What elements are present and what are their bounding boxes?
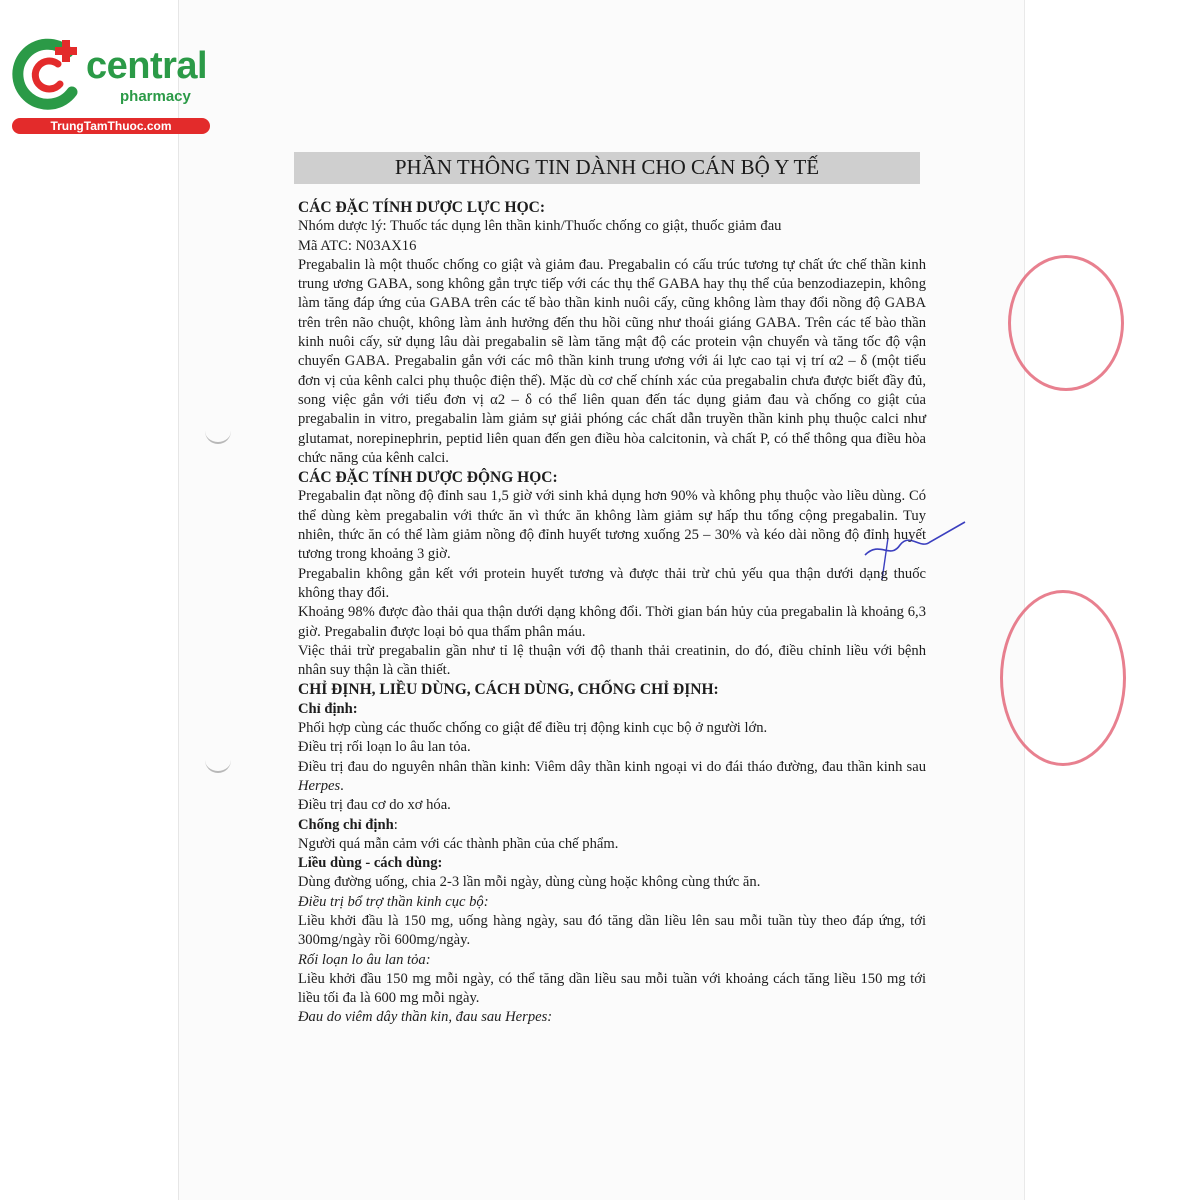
- indication-item: Điều trị đau cơ do xơ hóa.: [298, 797, 451, 814]
- dosage-subheading: Rối loạn lo âu lan tỏa:: [298, 951, 431, 968]
- indication-item: Phối hợp cùng các thuốc chống co giật để điều trị động kinh cục bộ ở người lớn.: [298, 720, 768, 737]
- section-heading-pharmacokinetics: CÁC ĐẶC TÍNH DƯỢC ĐỘNG HỌC:: [298, 469, 558, 487]
- pharmacological-group: Nhóm dược lý: Thuốc tác dụng lên thần kinh/Thuốc chống co giật, thuốc giảm đau: [298, 218, 782, 235]
- dosage-heading: Liều dùng - cách dùng:: [298, 855, 443, 872]
- indications-heading: Chỉ định:: [298, 700, 358, 717]
- brand-name: central: [86, 45, 208, 87]
- contraindication-item: Người quá mẫn cảm với các thành phần của chế phẩm.: [298, 835, 619, 852]
- document-body: [298, 198, 926, 1028]
- pharmacokinetics-paragraph-2: Pregabalin không gắn kết với protein huyết tương và được thải trừ chủ yếu qua thận dưới dạng thuốc không thay đổi.: [298, 565, 926, 601]
- dosage-subheading: Điều trị bổ trợ thần kinh cục bộ:: [298, 893, 489, 910]
- indication-item: Điều trị rối loạn lo âu lan tỏa.: [298, 739, 471, 756]
- dosage-text: Liều khởi đầu là 150 mg, uống hàng ngày, sau đó tăng dần liều lên sau mỗi tuần tùy theo đáp ứng, tới 300mg/ngày rồi 600mg/ngày.: [298, 912, 926, 949]
- dosage-text: Liều khởi đầu 150 mg mỗi ngày, có thể tăng dần liều sau mỗi tuần với khoảng cách tăng liều 150 mg tới liều tối đa là 600 mg mỗi ngày.: [298, 970, 926, 1007]
- contraindications-heading: Chống chỉ định: [298, 816, 394, 833]
- indication-text: Điều trị đau do nguyên nhân thần kinh: Viêm dây thần kinh ngoại vi do đái tháo đường, đau thần kinh sau: [298, 758, 926, 775]
- dosage-subheading-text: Đau do viêm dây thần kin, đau sau: [298, 1009, 502, 1026]
- pharmacokinetics-paragraph-1: Pregabalin đạt nồng độ đỉnh sau 1,5 giờ với sinh khả dụng hơn 90% và không phụ thuộc vào liều dùng. Có thể dùng kèm pregabalin với thức ăn vì thức ăn không làm giảm sự hấp thu tổng cộng pregabalin. Tuy nhiên, thức ăn có thể làm giảm nồng độ đỉnh huyết tương xuống 25 – 30% và kéo dài nồng độ đỉnh huyết tương trong khoảng 3 giờ.: [298, 488, 926, 563]
- indication-item: Điều trị đau do nguyên nhân thần kinh: Viêm dây thần kinh ngoại vi do đái tháo đường, đau thần kinh sau Herpes.: [298, 758, 926, 794]
- dosage-subheading: [298, 1008, 926, 1027]
- stamp-mark: [1000, 590, 1126, 766]
- logo-mark-icon: [10, 34, 90, 114]
- section-heading-indications: CHỈ ĐỊNH, LIỀU DÙNG, CÁCH DÙNG, CHỐNG CHỈ ĐỊNH:: [298, 681, 719, 699]
- atc-code: Mã ATC: N03AX16: [298, 237, 417, 254]
- pharmacodynamics-paragraph: Pregabalin là một thuốc chống co giật và giảm đau. Pregabalin có cấu trúc tương tự chất ức chế thần kinh trung ương GABA, song không gắn trực tiếp với các thụ thể GABA hay thụ thể của benzodiazepin, không làm tăng đáp ứng của GABA trên các tế bào thần kinh nuôi cấy, cũng không làm thay đổi nồng độ GABA trên trên não chuột, không làm ảnh hưởng đến thu hồi cũng như thoái giáng GABA. Trên các tế bào thần kinh nuôi cấy, sử dụng lâu dài pregabalin sẽ làm tăng mật độ các protein vận chuyển và tăng tốc độ vận chuyển GABA. Pregabalin gắn với các mô thần kinh trung ương với ái lực cao tại vị trí α2 – δ (một tiểu đơn vị của kênh calci phụ thuộc điện thế). Mặc dù cơ chế chính xác của pregabalin chưa được biết đầy đủ, song việc gắn với tiểu đơn vị α2 – δ có thể liên quan đến tác dụng giảm đau và chống co giật của pregabalin in vitro, pregabalin làm giảm sự giải phóng các chất dẫn truyền thần kinh phụ thuộc calci như glutamat, norepinephrin, peptid liên quan đến gen điều hòa calcitonin, và chất P, có thể thông qua điều hòa chức năng của kênh calci.: [298, 256, 926, 466]
- section-heading-pharmacodynamics: CÁC ĐẶC TÍNH DƯỢC LỰC HỌC:: [298, 199, 545, 216]
- brand-subtitle: pharmacy: [120, 88, 191, 105]
- dosage-subheading-herpes: Herpes:: [505, 1009, 553, 1026]
- document-title: PHẦN THÔNG TIN DÀNH CHO CÁN BỘ Y TẾ: [394, 155, 820, 179]
- brand-website: TrungTamThuoc.com: [12, 118, 210, 134]
- dosage-text: Dùng đường uống, chia 2-3 lần mỗi ngày, dùng cùng hoặc không cùng thức ăn.: [298, 874, 761, 891]
- indication-herpes: Herpes: [298, 777, 341, 794]
- contraindications-heading-line: Chống chỉ định:: [298, 816, 398, 833]
- pharmacokinetics-paragraph-3: Khoảng 98% được đào thải qua thận dưới dạng không đổi. Thời gian bán hủy của pregabalin là khoảng 6,3 giờ. Pregabalin được loại bỏ qua thẩm phân máu.: [298, 604, 926, 640]
- pharmacokinetics-paragraph-4: Việc thải trừ pregabalin gần như tỉ lệ thuận với độ thanh thải creatinin, do đó, điều chỉnh liều với bệnh nhân suy thận là cần thiết.: [298, 642, 926, 679]
- stamp-mark: [1008, 255, 1124, 391]
